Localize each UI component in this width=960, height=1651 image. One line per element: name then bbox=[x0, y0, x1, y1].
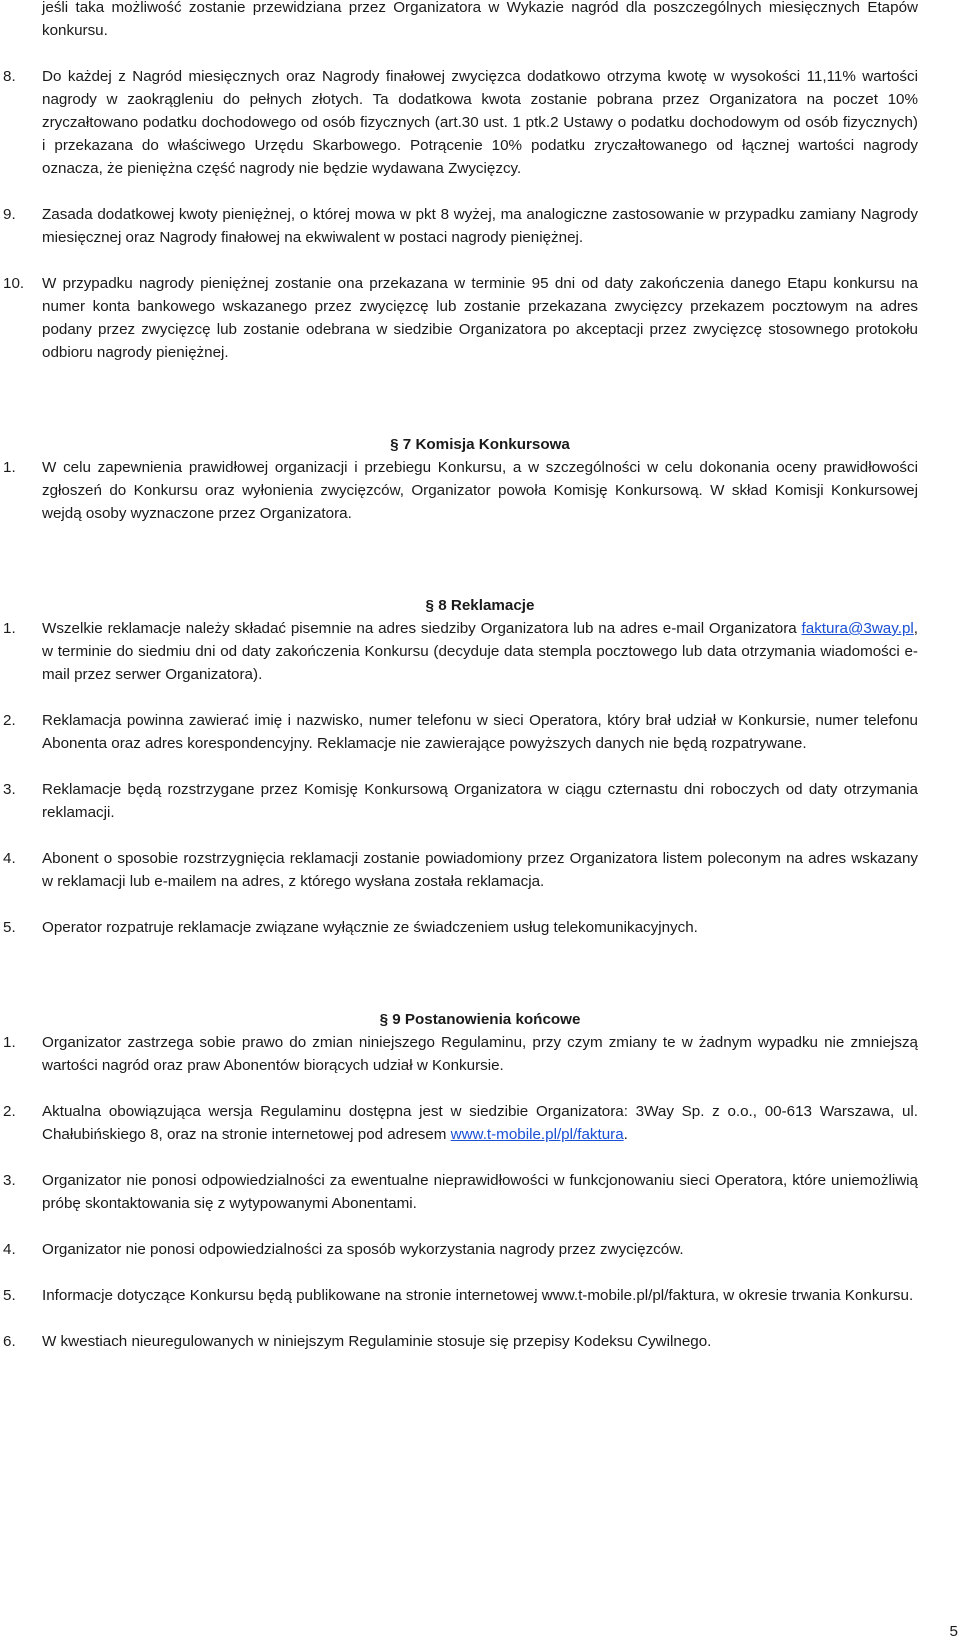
list-item bbox=[0, 1031, 918, 1077]
item-number: 6. bbox=[3, 1333, 16, 1350]
list-item bbox=[0, 847, 918, 893]
page-number: 5 bbox=[949, 1623, 958, 1640]
item-text: Do każdej z Nagród miesięcznych oraz Nagrody finałowej zwycięzca dodatkowo otrzyma kwotę w wysokości 11,11% wartości nagrody w zaokrągleniu do pełnych złotych. Ta dodatkowa kwota zostanie pobrana przez Organizatora na poczet 10% zryczałtowano podatku dochodowego od osób fizycznych (art.30 ust. 1 ptk.2 Ustawy o podatku dochodowym od osób fizycznych) i przekazana do właściwego Urzędu Skarbowego. Potrącenie 10% podatku zryczałtowanego od łącznej wartości nagrody oznacza, że pieniężna część nagrody nie będzie wydawana Zwycięzcy. bbox=[42, 68, 918, 177]
item-number: 4. bbox=[3, 850, 16, 867]
item-text: W przypadku nagrody pieniężnej zostanie ona przekazana w terminie 95 dni od daty zakończenia danego Etapu konkursu na numer konta bankowego wskazanego przez zwycięzcę lub zostanie przekazana zwycięzcy przekazem pocztowym na adres podany przez zwycięzcę lub zostanie odebrana w siedzibie Organizatora po akceptacji przez zwycięzcę stosownego protokołu odbioru nagrody pieniężnej. bbox=[42, 275, 918, 361]
item-text-part: Aktualna obowiązująca wersja Regulaminu dostępna jest w siedzibie Organizatora: 3Way Sp. z o.o., 00-613 Warszawa, ul. Chałubińskiego 8, oraz na stronie internetowej pod adresem bbox=[42, 1103, 918, 1143]
item-number: 8. bbox=[3, 68, 16, 85]
email-link[interactable]: faktura@3way.pl bbox=[801, 620, 914, 637]
item-number: 1. bbox=[3, 620, 16, 637]
item-text: W kwestiach nieuregulowanych w niniejszym Regulaminie stosuje się przepisy Kodeksu Cywilnego. bbox=[42, 1333, 712, 1350]
item-number: 2. bbox=[3, 712, 16, 729]
intro-continuation: jeśli taka możliwość zostanie przewidziana przez Organizatora w Wykazie nagród dla poszczególnych miesięcznych Etapów konkursu. bbox=[42, 0, 918, 39]
list-item bbox=[0, 1238, 918, 1261]
item-text: Reklamacja powinna zawierać imię i nazwisko, numer telefonu w sieci Operatora, który brał udział w Konkursie, numer telefonu Abonenta oraz adres korespondencyjny. Reklamacje nie zawierające powyższych danych nie będą rozpatrywane. bbox=[42, 712, 918, 752]
item-number: 1. bbox=[3, 459, 16, 476]
section-heading-8: § 8 Reklamacje bbox=[425, 597, 535, 614]
item-text: Abonent o sposobie rozstrzygnięcia reklamacji zostanie powiadomiony przez Organizatora listem poleconym na adres wskazany w reklamacji lub e-mailem na adres, z którego wysłana została reklamacja. bbox=[42, 850, 918, 890]
list-item bbox=[0, 1100, 918, 1146]
list-item bbox=[0, 1169, 918, 1215]
item-number: 4. bbox=[3, 1241, 16, 1258]
item-text: Informacje dotyczące Konkursu będą publikowane na stronie internetowej www.t-mobile.pl/pl/faktura, w okresie trwania Konkursu. bbox=[42, 1287, 914, 1304]
item-text-part: Wszelkie reklamacje należy składać pisemnie na adres siedziby Organizatora lub na adres e-mail Organizatora bbox=[42, 620, 802, 637]
item-number: 10. bbox=[3, 275, 25, 292]
item-text bbox=[42, 617, 918, 686]
item-number: 3. bbox=[3, 1172, 16, 1189]
item-number: 9. bbox=[3, 206, 16, 223]
list-item bbox=[0, 203, 918, 249]
item-text-part: . bbox=[623, 1126, 628, 1143]
item-number: 5. bbox=[3, 919, 16, 936]
section-heading-7: § 7 Komisja Konkursowa bbox=[390, 436, 570, 453]
list-item bbox=[0, 65, 918, 180]
item-text: Zasada dodatkowej kwoty pieniężnej, o której mowa w pkt 8 wyżej, ma analogiczne zastosowanie w przypadku zamiany Nagrody miesięcznej oraz Nagrody finałowej na ekwiwalent w postaci nagrody pieniężnej. bbox=[42, 206, 918, 246]
item-text: Organizator nie ponosi odpowiedzialności za ewentualne nieprawidłowości w funkcjonowaniu sieci Operatora, które uniemożliwią próbę skontaktowania się z wytypowanymi Abonentami. bbox=[42, 1172, 918, 1212]
section-heading-9: § 9 Postanowienia końcowe bbox=[379, 1011, 581, 1028]
item-number: 2. bbox=[3, 1103, 16, 1120]
item-text: Reklamacje będą rozstrzygane przez Komisję Konkursową Organizatora w ciągu czternastu dni roboczych od daty otrzymania reklamacji. bbox=[42, 781, 918, 821]
website-link[interactable]: www.t-mobile.pl/pl/faktura bbox=[450, 1126, 624, 1143]
list-item bbox=[0, 1284, 918, 1307]
item-text: Organizator zastrzega sobie prawo do zmian niniejszego Regulaminu, przy czym zmiany te w żadnym wypadku nie zmniejszą wartości nagród oraz praw Abonentów biorących udział w Konkursie. bbox=[42, 1034, 918, 1074]
list-item bbox=[0, 709, 918, 755]
item-text bbox=[42, 1100, 918, 1146]
list-item bbox=[0, 1330, 918, 1353]
item-text: Operator rozpatruje reklamacje związane wyłącznie ze świadczeniem usług telekomunikacyjnych. bbox=[42, 919, 698, 936]
item-text: Organizator nie ponosi odpowiedzialności za sposób wykorzystania nagrody przez zwycięzców. bbox=[42, 1241, 684, 1258]
list-item bbox=[0, 617, 918, 686]
item-number: 3. bbox=[3, 781, 16, 798]
list-item bbox=[0, 916, 918, 939]
list-item bbox=[0, 272, 918, 364]
list-item bbox=[0, 778, 918, 824]
item-text-part: , w terminie do siedmiu dni od daty zakończenia Konkursu (decyduje data stempla pocztowego lub data otrzymania wiadomości e-mail przez serwer Organizatora). bbox=[42, 620, 918, 683]
item-number: 5. bbox=[3, 1287, 16, 1304]
item-text: W celu zapewnienia prawidłowej organizacji i przebiegu Konkursu, a w szczególności w celu dokonania oceny prawidłowości zgłoszeń do Konkursu oraz wyłonienia zwycięzców, Organizator powoła Komisję Konkursową. W skład Komisji Konkursowej wejdą osoby wyznaczone przez Organizatora. bbox=[42, 459, 918, 522]
item-number: 1. bbox=[3, 1034, 16, 1051]
list-item bbox=[0, 456, 918, 525]
